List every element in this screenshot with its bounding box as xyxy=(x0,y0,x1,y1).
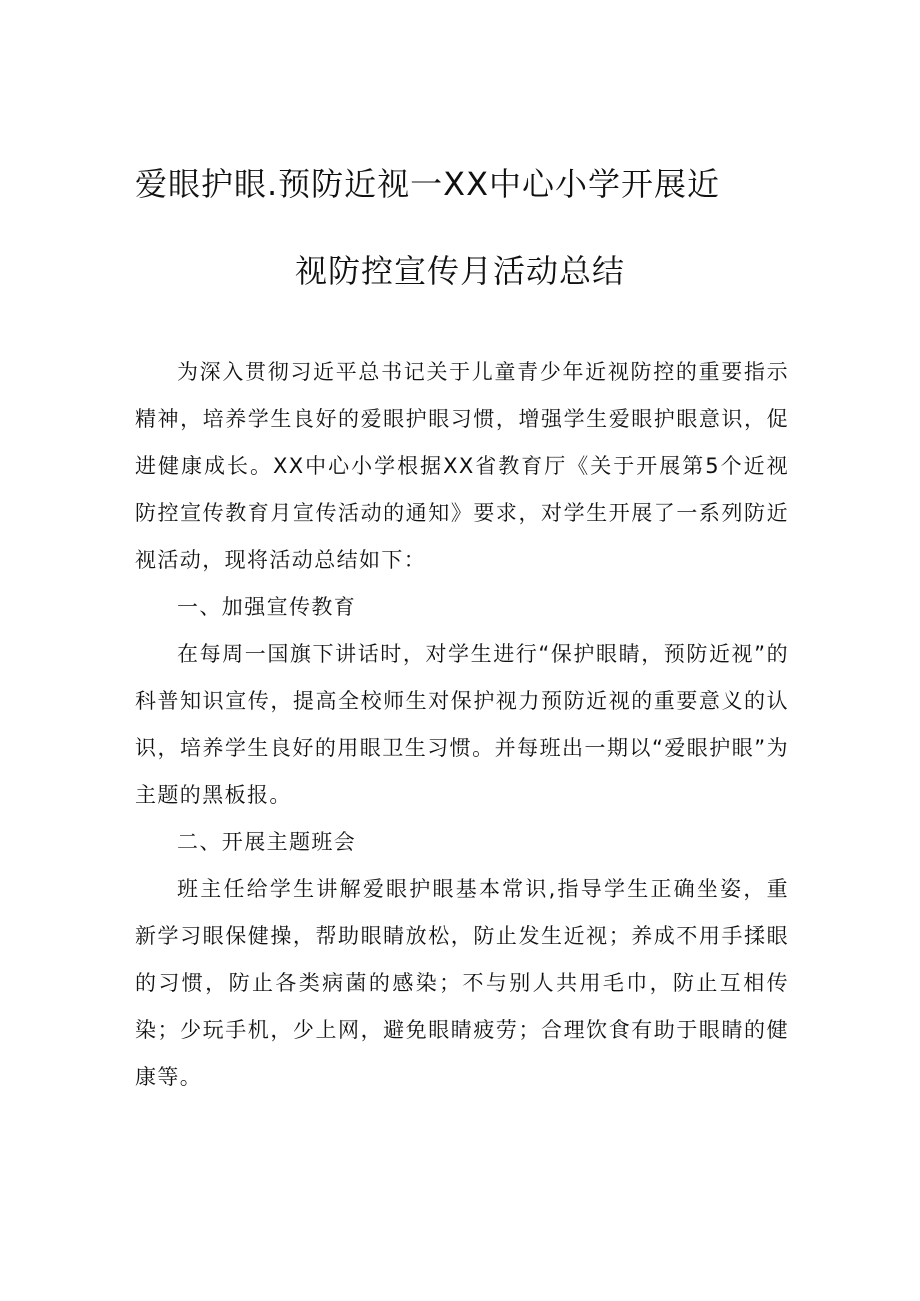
section-paragraph-1: 在每周一国旗下讲话时，对学生进行“保护眼睛，预防近视”的科普知识宣传，提高全校师生对保护视力预防近视的重要意义的认识，培养学生良好的用眼卫生习惯。并每班出一期以“爱眼护眼”为主题的黑板报。 xyxy=(135,642,789,807)
section-heading-2: 二、开展主题班会 xyxy=(177,830,357,854)
intro-paragraph: 为深入贯彻习近平总书记关于儿童青少年近视防控的重要指示精神，培养学生良好的爱眼护眼习惯，增强学生爱眼护眼意识，促进健康成长。XX中心小学根据XX省教育厅《关于开展第5个近视防控宣传教育月宣传活动的通知》要求，对学生开展了一系列防近视活动，现将活动总结如下： xyxy=(135,360,789,572)
section-paragraph-2: 班主任给学生讲解爱眼护眼基本常识,指导学生正确坐姿，重新学习眼保健操，帮助眼睛放松，防止发生近视；养成不用手揉眼的习惯，防止各类病菌的感染；不与别人共用毛巾，防止互相传染；少玩手机，少上网，避免眼睛疲劳；合理饮食有助于眼睛的健康等。 xyxy=(135,877,789,1089)
section-heading-1: 一、加强宣传教育 xyxy=(177,595,357,619)
document-title-line-1: 爱眼护眼.预防近视一XX中心小学开展近 xyxy=(135,165,721,203)
document-body xyxy=(135,349,789,1101)
document-title-line-2: 视防控宣传月活动总结 xyxy=(294,252,625,290)
